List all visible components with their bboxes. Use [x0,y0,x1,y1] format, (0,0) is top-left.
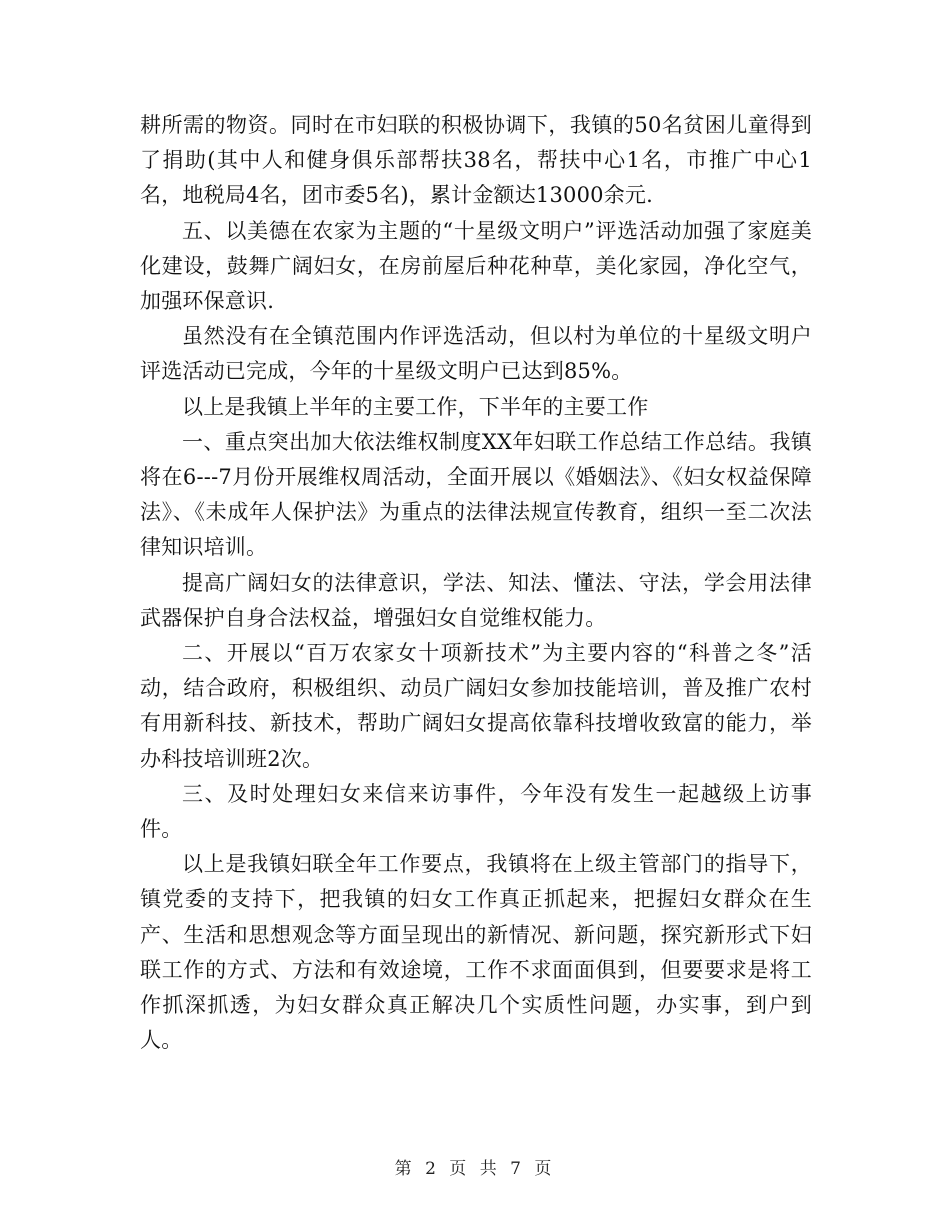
paragraph-science-winter: 二、开展以“百万农家女十项新技术”为主要内容的“科普之冬”活动，结合政府，积极组织、动员广阔妇女参加技能培训，普及推广农村有用新科技、新技术，帮助广阔妇女提高依靠科技增收致富的能力，举办科技培训班2次。 [140,641,812,771]
paragraph-letters-visits: 三、及时处理妇女来信来访事件，今年没有发生一起越级上访事件。 [140,781,812,842]
paragraph-continuation: 耕所需的物资。同时在市妇联的积极协调下，我镇的50名贫困儿童得到了捐助(其中人和健身俱乐部帮扶38名，帮扶中心1名，市推广中心1名，地税局4名，团市委5名)，累计金额达13000余元. [140,113,812,208]
paragraph-conclusion: 以上是我镇妇联全年工作要点，我镇将在上级主管部门的指导下，镇党委的支持下，把我镇的妇女工作真正抓起来，把握妇女群众在生产、生活和思想观念等方面呈现出的新情况、新问题，探究新形式下妇联工作的方式、方法和有效途境，工作不求面面俱到，但要要求是将工作抓深抓透，为妇女群众真正解决几个实质性问题，办实事，到户到人。 [140,852,812,1053]
paragraph-legal-awareness: 提高广阔妇女的法律意识，学法、知法、懂法、守法，学会用法律武器保护自身合法权益，增强妇女自觉维权能力。 [140,570,812,630]
page-number-footer: 第 2 页 共 7 页 [394,1159,556,1179]
paragraph-rights-protection: 一、重点突出加大依法维权制度XX年妇联工作总结工作总结。我镇将在6---7月份开展维权周活动，全面开展以《婚姻法》、《妇女权益保障法》、《未成年人保护法》为重点的法律法规宣传教育，组织一至二次法律知识培训。 [140,429,812,560]
paragraph-village-selection: 虽然没有在全镇范围内作评选活动，但以村为单位的十星级文明户评选活动已完成，今年的十星级文明户已达到85%。 [140,324,812,384]
paragraph-second-half-intro: 以上是我镇上半年的主要工作，下半年的主要工作 [182,394,649,419]
document-body [140,108,812,1058]
paragraph-civilized-households: 五、以美德在农家为主题的“十星级文明户”评选活动加强了家庭美化建设，鼓舞广阔妇女，在房前屋后种花种草，美化家园，净化空气，加强环保意识. [140,218,812,314]
